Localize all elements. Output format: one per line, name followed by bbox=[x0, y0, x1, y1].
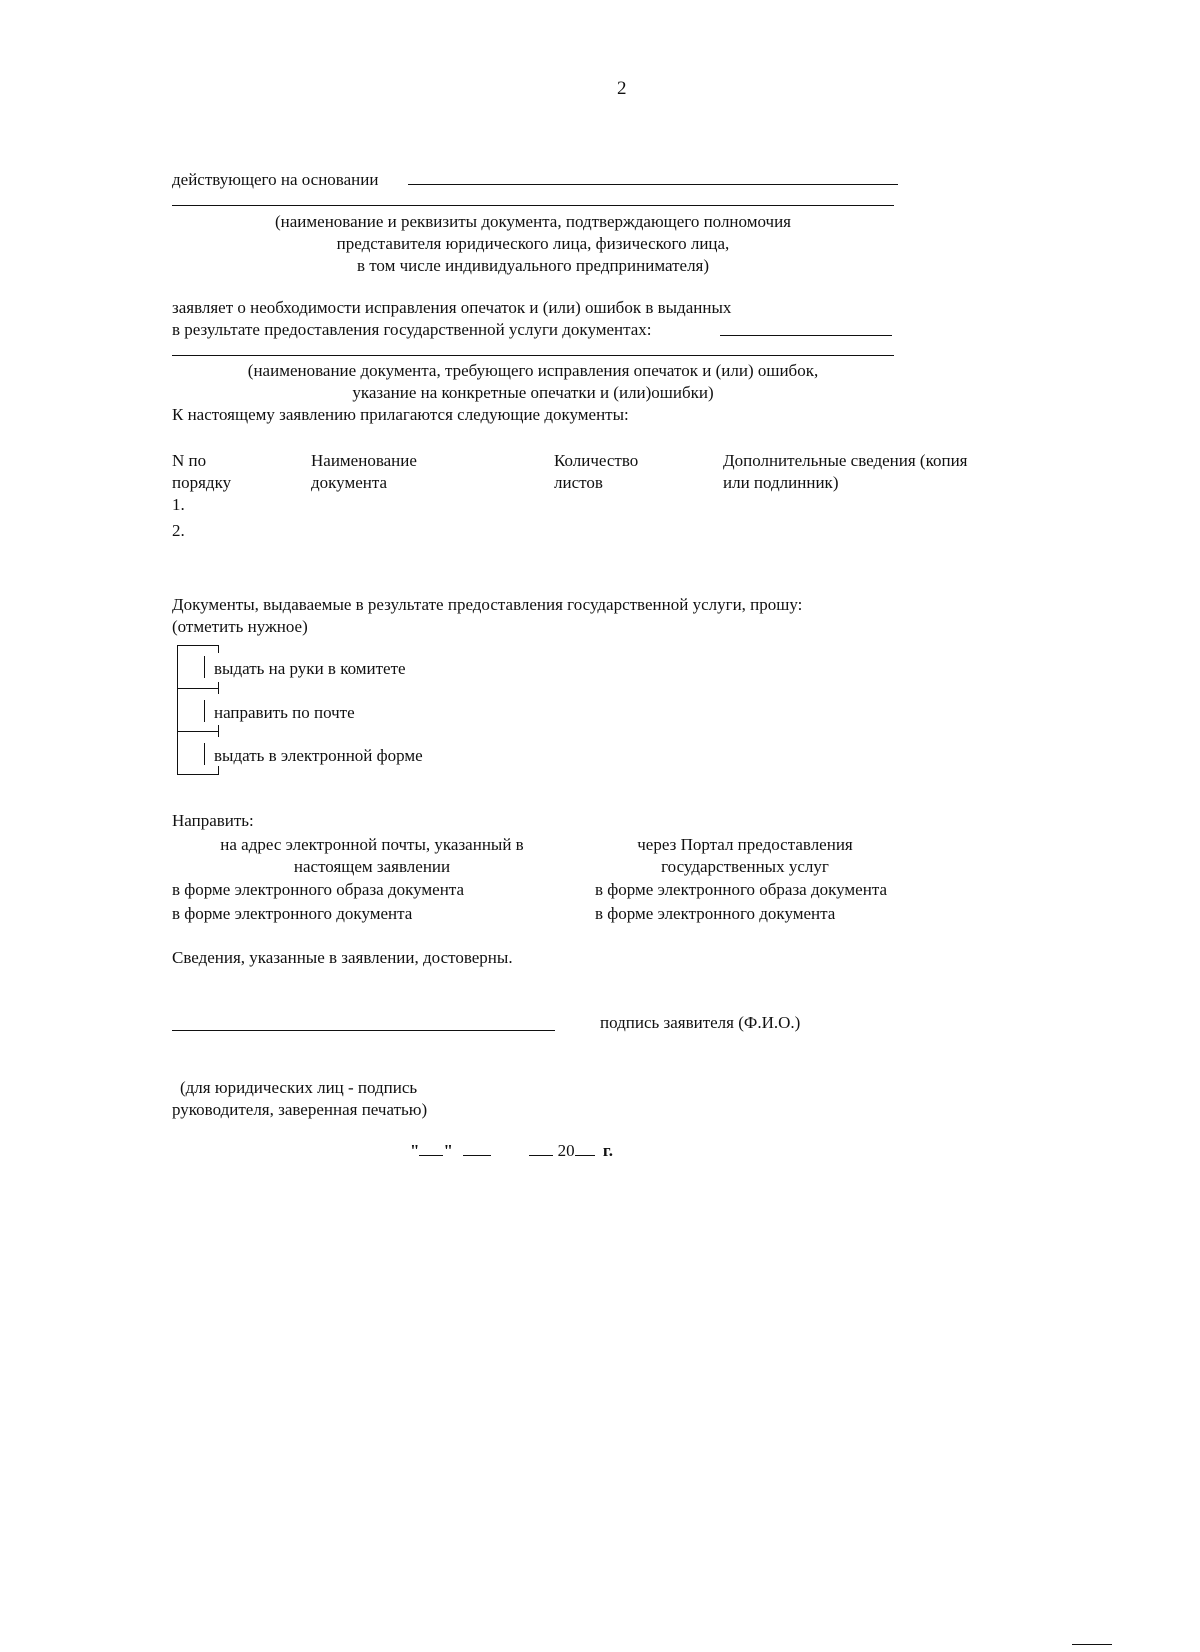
date-year-prefix: 20 bbox=[557, 1141, 575, 1160]
statement-line-2: в результате предоставления государственной услуги документах: bbox=[172, 320, 652, 339]
header-text: или подлинник) bbox=[723, 473, 839, 492]
send-left-item: в форме электронного образа документа bbox=[172, 880, 465, 899]
date-quote-open: " bbox=[410, 1141, 420, 1160]
statement-fill-line bbox=[720, 335, 892, 336]
date-quote-close: " bbox=[443, 1141, 453, 1160]
header-text: N по bbox=[172, 451, 207, 470]
option-hand-out-label: выдать на руки в комитете bbox=[214, 659, 406, 678]
date-month-blank-2[interactable] bbox=[529, 1141, 553, 1156]
date-year-suffix: г. bbox=[602, 1141, 613, 1160]
send-right-title-line: государственных услуг bbox=[661, 857, 829, 876]
header-text: листов bbox=[554, 473, 603, 492]
statement-caption-line: указание на конкретные опечатки и (или)ошибки) bbox=[352, 383, 714, 402]
send-left-title bbox=[172, 834, 572, 878]
statement-caption bbox=[172, 360, 894, 404]
page-number: 2 bbox=[617, 78, 627, 99]
basis-caption-line: представителя юридического лица, физического лица, bbox=[336, 234, 730, 253]
statement-caption-line: (наименование документа, требующего исправления опечаток и (или) ошибок, bbox=[247, 361, 819, 380]
signature-line[interactable] bbox=[172, 1030, 555, 1031]
date-month-blank[interactable] bbox=[463, 1141, 491, 1156]
header-text: Дополнительные сведения (копия bbox=[723, 451, 968, 470]
table-row-number: 2. bbox=[172, 521, 185, 540]
statement-second-line bbox=[172, 355, 894, 356]
basis-label: действующего на основании bbox=[172, 170, 379, 189]
table-row-number: 1. bbox=[172, 495, 185, 514]
basis-caption-line: в том числе индивидуального предпринимателя) bbox=[356, 256, 710, 275]
col-header-extra bbox=[723, 450, 968, 494]
send-left-title-line: настоящем заявлении bbox=[293, 857, 451, 876]
header-text: документа bbox=[311, 473, 388, 492]
send-right-title bbox=[595, 834, 895, 878]
legal-note-line: руководителя, заверенная печатью) bbox=[172, 1100, 428, 1119]
confirmation-text: Сведения, указанные в заявлении, достоверны. bbox=[172, 948, 513, 967]
delivery-note: (отметить нужное) bbox=[172, 617, 308, 636]
attachments-intro: К настоящему заявлению прилагаются следующие документы: bbox=[172, 405, 629, 424]
statement-line-1: заявляет о необходимости исправления опечаток и (или) ошибок в выданных bbox=[172, 298, 732, 317]
basis-second-line bbox=[172, 205, 894, 206]
delivery-intro: Документы, выдаваемые в результате предоставления государственной услуги, прошу: bbox=[172, 595, 803, 614]
option-post-label: направить по почте bbox=[214, 703, 355, 722]
header-text: Наименование bbox=[311, 451, 417, 470]
basis-fill-line bbox=[408, 184, 898, 185]
option-electronic-label: выдать в электронной форме bbox=[214, 746, 423, 765]
col-header-number bbox=[172, 450, 231, 494]
send-left-item: в форме электронного документа bbox=[172, 904, 413, 923]
send-left-title-line: на адрес электронной почты, указанный в bbox=[220, 835, 524, 854]
col-header-name bbox=[311, 450, 417, 494]
scan-mark bbox=[1072, 1644, 1112, 1645]
signature-label: подпись заявителя (Ф.И.О.) bbox=[600, 1013, 801, 1032]
col-header-sheets bbox=[554, 450, 638, 494]
date-day-blank[interactable] bbox=[419, 1141, 443, 1156]
header-text: Количество bbox=[554, 451, 639, 470]
legal-note-line: (для юридических лиц - подпись bbox=[180, 1078, 418, 1097]
date-year-blank[interactable] bbox=[575, 1141, 595, 1156]
send-right-item: в форме электронного образа документа bbox=[595, 880, 888, 899]
legal-note bbox=[172, 1077, 427, 1121]
basis-caption-line: (наименование и реквизиты документа, подтверждающего полномочия bbox=[274, 212, 791, 231]
send-right-title-line: через Портал предоставления bbox=[637, 835, 853, 854]
header-text: порядку bbox=[172, 473, 232, 492]
send-right-item: в форме электронного документа bbox=[595, 904, 836, 923]
send-label: Направить: bbox=[172, 811, 254, 830]
date-line bbox=[410, 1141, 613, 1161]
basis-caption bbox=[172, 211, 894, 277]
